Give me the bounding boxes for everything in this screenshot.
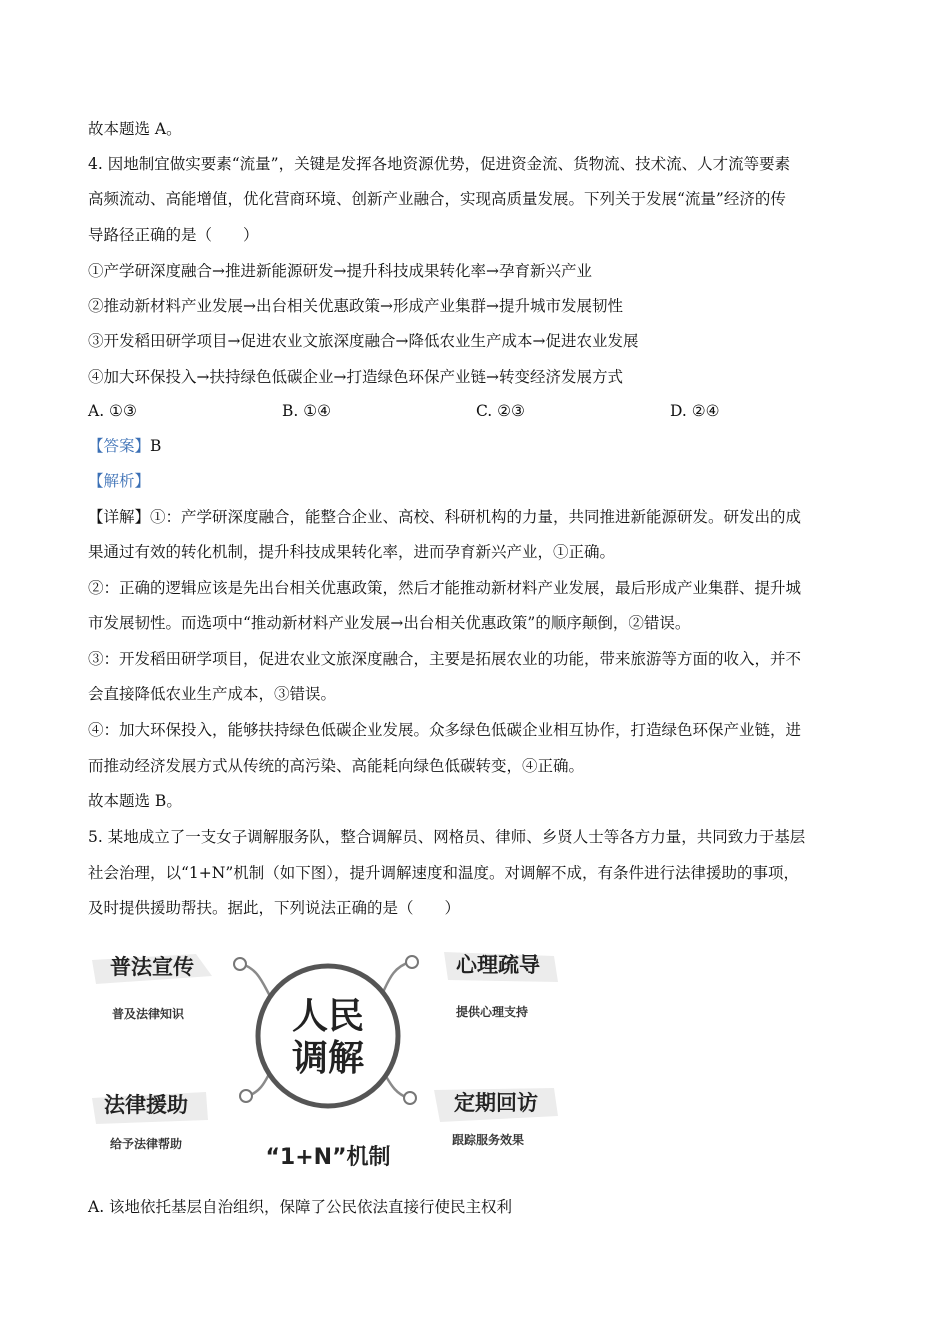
connector-dot-top-right — [406, 956, 418, 968]
answer-value: B — [150, 437, 162, 455]
question-5-line-3: 及时提供援助帮扶。据此，下列说法正确的是（ ） — [88, 899, 461, 917]
question-4-item-3: ③开发稻田研学项目→促进农业文旅深度融合→降低农业生产成本→促进农业发展 — [88, 332, 639, 350]
analysis-label: 【解析】 — [88, 472, 151, 490]
question-4-item-4: ④加大环保投入→扶持绿色低碳企业→打造绿色环保产业链→转变经济发展方式 — [88, 368, 623, 386]
node-sub-bottom-right: 跟踪服务效果 — [452, 1133, 525, 1147]
center-text-line-1: 人民 — [291, 996, 365, 1037]
node-sub-top-left: 普及法律知识 — [112, 1007, 185, 1021]
line-prev-answer: 故本题选 A。 — [88, 120, 182, 138]
detail-text-1: ①：产学研深度融合，能整合企业、高校、科研机构的力量，共同推进新能源研发。研发出的成 — [150, 508, 802, 526]
question-5-line-2: 社会治理，以“1+N”机制（如下图），提升调解速度和温度。对调解不成，有条件进行法律援助的事项， — [88, 864, 800, 882]
center-text-line-2: 调解 — [291, 1038, 365, 1079]
answer-label: 【答案】 — [88, 437, 151, 455]
connector-dot-bottom-left — [240, 1090, 252, 1102]
question-4-line-1: 4. 因地制宜做实要素“流量”，关键是发挥各地资源优势，促进资金流、货物流、技术流、人才流等要素 — [88, 155, 791, 173]
detail-conclusion: 故本题选 B。 — [88, 792, 182, 810]
question-4-item-1: ①产学研深度融合→推进新能源研发→提升科技成果转化率→孕育新兴产业 — [88, 262, 592, 280]
detail-line-2: 果通过有效的转化机制，提升科技成果转化率，进而孕育新兴产业，①正确。 — [88, 543, 616, 561]
question-5-option-a: A. 该地依托基层自治组织，保障了公民依法直接行使民主权利 — [88, 1198, 513, 1216]
detail-line-6: 会直接降低农业生产成本，③错误。 — [88, 685, 337, 703]
node-title-top-left: 普法宣传 — [110, 955, 194, 979]
detail-line-3: ②：正确的逻辑应该是先出台相关优惠政策，然后才能推动新材料产业发展，最后形成产业集群、提升城 — [88, 579, 802, 597]
detail-line-8: 而推动经济发展方式从传统的高污染、高能耗向绿色低碳转变，④正确。 — [88, 757, 585, 775]
node-title-bottom-left: 法律援助 — [104, 1093, 188, 1117]
node-title-top-right: 心理疏导 — [456, 953, 540, 977]
connector-dot-bottom-right — [404, 1092, 416, 1104]
detail-line-1 — [88, 506, 801, 528]
option-d: D. ②④ — [670, 402, 720, 420]
node-title-bottom-right: 定期回访 — [454, 1091, 538, 1115]
option-a: A. ①③ — [88, 402, 137, 420]
mediation-diagram — [88, 938, 564, 1174]
diagram-caption: “1+N”机制 — [265, 1145, 391, 1170]
question-4-line-3: 导路径正确的是（ ） — [88, 226, 259, 244]
detail-line-7: ④：加大环保投入，能够扶持绿色低碳企业发展。众多绿色低碳企业相互协作，打造绿色环保产业链，进 — [88, 721, 802, 739]
detail-line-4: 市发展韧性。而选项中“推动新材料产业发展→出台相关优惠政策”的顺序颠倒，②错误。 — [88, 614, 691, 632]
connector-dot-top-left — [234, 958, 246, 970]
option-c: C. ②③ — [476, 402, 525, 420]
option-b: B. ①④ — [282, 402, 332, 420]
question-4-line-2: 高频流动、高能增值，优化营商环境、创新产业融合，实现高质量发展。下列关于发展“流量”经济的传 — [88, 190, 786, 208]
answer-line — [88, 435, 161, 457]
question-5-line-1: 5. 某地成立了一支女子调解服务队，整合调解员、网格员、律师、乡贤人士等各方力量，共同致力于基层 — [88, 828, 806, 846]
detail-line-5: ③：开发稻田研学项目，促进农业文旅深度融合，主要是拓展农业的功能，带来旅游等方面的收入，并不 — [88, 650, 802, 668]
question-4-item-2: ②推动新材料产业发展→出台相关优惠政策→形成产业集群→提升城市发展韧性 — [88, 297, 623, 315]
node-sub-top-right: 提供心理支持 — [456, 1005, 529, 1019]
detail-label: 【详解】 — [88, 508, 151, 526]
node-sub-bottom-left: 给予法律帮助 — [110, 1137, 183, 1151]
